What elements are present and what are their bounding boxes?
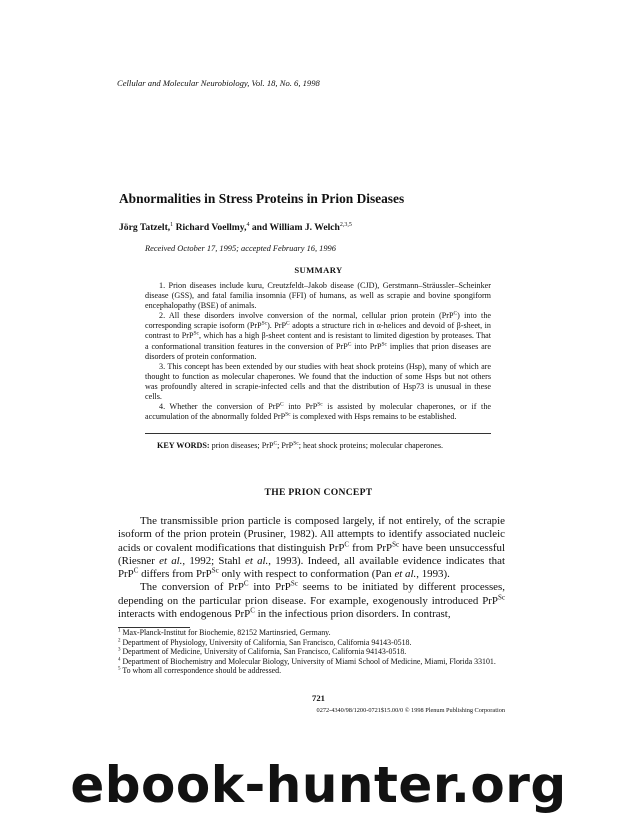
author-line — [119, 222, 352, 233]
author-name: and William J. Welch — [249, 222, 340, 234]
journal-citation: Cellular and Molecular Neurobiology, Vol. 18, No. 6, 1998 — [117, 78, 320, 88]
footnote: $^3$ Department of Medicine, University of California, San Francisco, California 94143-0518. — [118, 647, 407, 657]
footnote: $^2$ Department of Physiology, University of California, San Francisco, California 94143-0518. — [118, 637, 412, 647]
footnotes — [118, 628, 505, 676]
affiliation-mark: 4 — [246, 222, 250, 228]
author-name: Jörg Tatzelt, — [119, 222, 171, 234]
affiliation-mark: 1 — [170, 222, 174, 228]
key-words-label: KEY WORDS: — [157, 441, 210, 450]
summary-divider — [145, 433, 491, 434]
summary-paragraph: 4. Whether the conversion of PrP$^C$ into PrP$^{Sc}$ is assisted by molecular chaperones, or if the accumulation of the abnormally folded PrP$^{Sc}$ is complexed with Hsps remains to be established. — [145, 401, 491, 422]
article-title: Abnormalities in Stress Proteins in Prion Diseases — [119, 191, 405, 206]
section-heading: THE PRION CONCEPT — [264, 487, 373, 498]
body-paragraph: The conversion of PrP$^C$ into PrP$^{Sc}$ seems to be initiated by different processes, depending on the particular prion disease. For example, exogenously introduced PrP$^{Sc}$ interacts with endogenous PrP$^C$ in the infectious prion disorders. In contrast, — [118, 579, 505, 621]
footnote: $^5$ To whom all correspondence should be addressed. — [118, 666, 282, 676]
summary-body — [145, 281, 491, 422]
key-words: KEY WORDS: prion diseases; PrP$^C$; PrP$^{Sc}$; heat shock proteins; molecular chaperones. — [157, 440, 444, 450]
author-name: Richard Voellmy, — [173, 222, 247, 234]
summary-heading: SUMMARY — [294, 265, 343, 275]
copyright-line: 0272-4340/98/1200-0721$15.00/0 © 1998 Plenum Publishing Corporation — [316, 707, 505, 714]
body-paragraph: The transmissible prion particle is composed largely, if not entirely, of the scrapie isoform of the prion protein (Prusiner, 1982). All attempts to identify associated nucleic acids or covalent modifications that distinguish PrP$^C$ from PrP$^{Sc}$ have been unsuccessful (Riesner et al., 1992; Stahl et al., 1993). Indeed, all available evidence indicates that PrP$^C$ differs from PrP$^{Sc}$ only with respect to conformation (Pan et al., 1993). — [118, 515, 505, 581]
summary-paragraph: 2. All these disorders involve conversion of the normal, cellular prion protein (PrP$^C$) into the corresponding scrapie isoform (PrP$^{Sc}$). PrP$^C$ adopts a structure rich in α-helices and devoid of β-sheet, in contrast to PrP$^{Sc}$, which has a high β-sheet content and is resistant to limited digestion by proteases. That a conformational transition features in the conversion of PrP$^C$ into PrP$^{Sc}$ implies that prion diseases are disorders of protein conformation. — [145, 310, 491, 361]
footnote: $^4$ Department of Biochemistry and Molecular Biology, University of Miami School of Medicine, Miami, Florida 33101. — [118, 656, 496, 666]
body-text — [118, 515, 505, 621]
page-number: 721 — [312, 693, 325, 703]
watermark: ebook-hunter.org — [70, 755, 567, 814]
received-dates: Received October 17, 1995; accepted February 16, 1996 — [145, 244, 336, 253]
summary-paragraph: 3. This concept has been extended by our studies with heat shock proteins (Hsp), many of which are thought to function as molecular chaperones. We found that the induction of some Hsps but not others was profoundly altered in scrapie-infected cells and that the distribution of Hsp73 is unusual in these cells. — [145, 361, 491, 402]
summary-paragraph: 1. Prion diseases include kuru, Creutzfeldt–Jakob disease (CJD), Gerstmann–Sträussler–Scheinker disease (GSS), and fatal familia insomnia (FFI) of humans, as well as scrapie and bovine spongiform encephalopathy (BSE) of animals. — [145, 281, 491, 311]
affiliation-mark: 2,3,5 — [339, 222, 352, 228]
footnote: $^1$ Max-Planck-Institut for Biochemie, 82152 Martinsried, Germany. — [118, 628, 331, 637]
